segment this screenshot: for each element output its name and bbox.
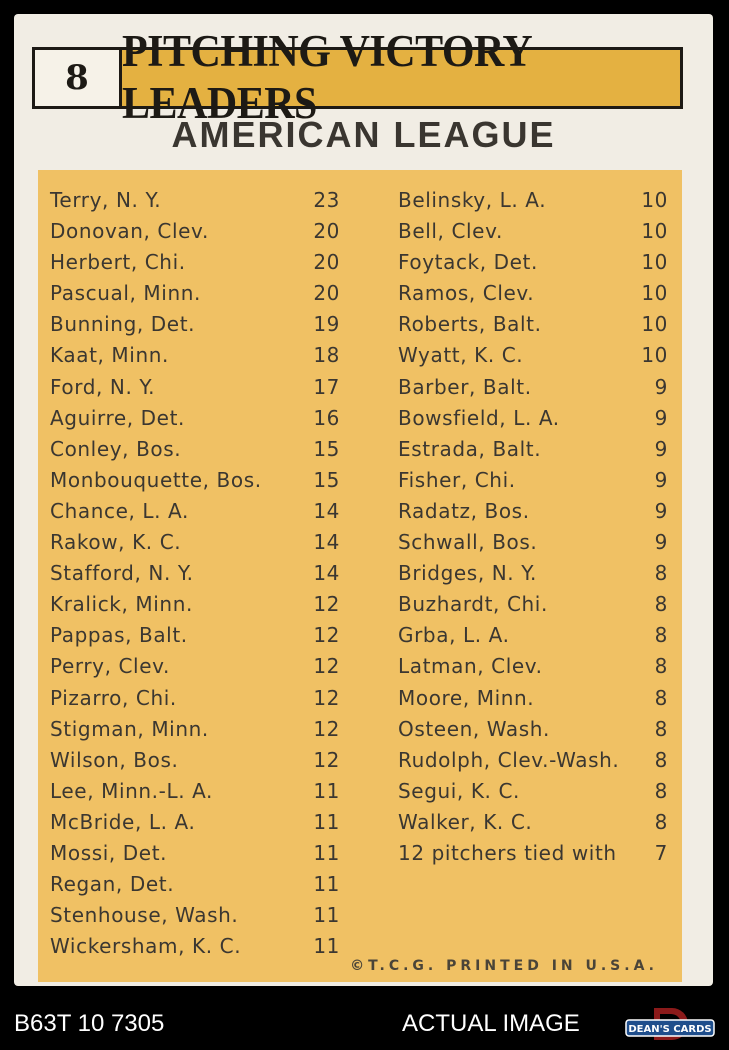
baseball-card-back: [14, 14, 713, 986]
pitcher-wins: 8: [654, 747, 668, 772]
pitcher-name: Perry, Clev.: [50, 654, 170, 679]
pitcher-wins: 15: [313, 467, 340, 492]
leaders-right-column: [398, 185, 668, 869]
leader-row: [398, 714, 668, 745]
pitcher-name: Stafford, N. Y.: [50, 561, 194, 586]
pitcher-name: Radatz, Bos.: [398, 498, 530, 523]
pitcher-wins: 20: [313, 219, 340, 244]
leader-row: [50, 340, 340, 371]
pitcher-wins: 11: [313, 840, 340, 865]
pitcher-name: Buzhardt, Chi.: [398, 592, 548, 617]
pitcher-wins: 8: [654, 716, 668, 741]
pitcher-name: Pappas, Balt.: [50, 623, 188, 648]
leader-row: [398, 683, 668, 714]
leader-row: [50, 714, 340, 745]
leader-row: [398, 527, 668, 558]
pitcher-wins: 10: [641, 343, 668, 368]
leader-row: [50, 807, 340, 838]
leader-row: [50, 869, 340, 900]
leader-row: [50, 216, 340, 247]
pitcher-wins: 14: [313, 530, 340, 555]
pitcher-wins: 14: [313, 561, 340, 586]
pitcher-wins: 19: [313, 312, 340, 337]
pitcher-name: Schwall, Bos.: [398, 530, 538, 555]
leader-row: [50, 651, 340, 682]
pitcher-name: Kralick, Minn.: [50, 592, 193, 617]
leader-row: [50, 434, 340, 465]
pitcher-wins: 17: [313, 374, 340, 399]
pitcher-wins: 20: [313, 281, 340, 306]
leader-row: [398, 372, 668, 403]
leader-row: [398, 309, 668, 340]
pitcher-name: Fisher, Chi.: [398, 467, 516, 492]
leader-row: [398, 403, 668, 434]
pitcher-wins: 15: [313, 436, 340, 461]
pitcher-name: Wyatt, K. C.: [398, 343, 524, 368]
pitcher-wins: 8: [654, 778, 668, 803]
image-type-caption: ACTUAL IMAGE: [402, 1010, 580, 1037]
pitcher-name: Wilson, Bos.: [50, 747, 179, 772]
pitcher-wins: 10: [641, 281, 668, 306]
pitcher-name: Rudolph, Clev.-Wash.: [398, 747, 620, 772]
pitcher-name: Monbouquette, Bos.: [50, 467, 262, 492]
leaders-left-column: [50, 185, 340, 962]
pitcher-name: Donovan, Clev.: [50, 219, 209, 244]
pitcher-wins: 10: [641, 188, 668, 212]
pitcher-wins: 23: [313, 188, 340, 212]
pitcher-wins: 16: [313, 405, 340, 430]
pitcher-wins: 8: [654, 592, 668, 617]
leader-row: [50, 683, 340, 714]
pitcher-wins: 9: [654, 498, 668, 523]
leader-row: [398, 838, 668, 869]
pitcher-wins: 8: [654, 561, 668, 586]
pitcher-name: Estrada, Balt.: [398, 436, 542, 461]
pitcher-wins: 12: [313, 654, 340, 679]
pitcher-wins: 10: [641, 250, 668, 275]
leader-row: [398, 185, 668, 216]
pitcher-wins: 12: [313, 716, 340, 741]
pitcher-wins: 11: [313, 809, 340, 834]
pitcher-wins: 8: [654, 809, 668, 834]
pitcher-wins: 8: [654, 685, 668, 710]
logo-text: DEAN'S CARDS: [628, 1024, 712, 1035]
pitcher-wins: 10: [641, 219, 668, 244]
leader-row: [50, 278, 340, 309]
copyright-line: ©T.C.G. PRINTED IN U.S.A.: [350, 958, 658, 974]
pitcher-name: Terry, N. Y.: [50, 188, 162, 212]
pitcher-name: Aguirre, Det.: [50, 405, 185, 430]
pitcher-name: Chance, L. A.: [50, 498, 189, 523]
leaders-panel: [38, 170, 682, 982]
pitcher-name: Lee, Minn.-L. A.: [50, 778, 213, 803]
pitcher-name: Barber, Balt.: [398, 374, 532, 399]
pitcher-name: Herbert, Chi.: [50, 250, 186, 275]
leader-row: [50, 372, 340, 403]
league-heading: AMERICAN LEAGUE: [171, 114, 556, 155]
leader-row: [398, 247, 668, 278]
pitcher-wins: 11: [313, 903, 340, 928]
leader-row: [50, 309, 340, 340]
card-id-caption: B63T 10 7305: [14, 1010, 165, 1037]
leader-row: [398, 558, 668, 589]
pitcher-name: Moore, Minn.: [398, 685, 535, 710]
leader-row: [50, 931, 340, 962]
leader-row: [50, 465, 340, 496]
pitcher-name: 12 pitchers tied with: [398, 840, 617, 865]
leader-row: [50, 776, 340, 807]
pitcher-name: Roberts, Balt.: [398, 312, 542, 337]
leader-row: [398, 216, 668, 247]
pitcher-name: Wickersham, K. C.: [50, 934, 242, 959]
leader-row: [398, 807, 668, 838]
pitcher-name: Stenhouse, Wash.: [50, 903, 239, 928]
leader-row: [50, 745, 340, 776]
pitcher-name: Belinsky, L. A.: [398, 188, 547, 212]
pitcher-wins: 7: [654, 840, 668, 865]
leader-row: [50, 527, 340, 558]
leader-row: [398, 745, 668, 776]
leader-row: [50, 900, 340, 931]
leader-row: [398, 651, 668, 682]
pitcher-wins: 14: [313, 498, 340, 523]
pitcher-wins: 8: [654, 654, 668, 679]
pitcher-wins: 20: [313, 250, 340, 275]
pitcher-name: Bell, Clev.: [398, 219, 503, 244]
leader-row: [50, 496, 340, 527]
pitcher-name: Ramos, Clev.: [398, 281, 535, 306]
pitcher-name: Osteen, Wash.: [398, 716, 551, 741]
pitcher-name: Bridges, N. Y.: [398, 561, 537, 586]
leader-row: [50, 185, 340, 216]
pitcher-name: Pascual, Minn.: [50, 281, 201, 306]
leader-row: [398, 496, 668, 527]
pitcher-wins: 12: [313, 747, 340, 772]
pitcher-wins: 9: [654, 405, 668, 430]
pitcher-name: Bowsfield, L. A.: [398, 405, 560, 430]
pitcher-wins: 12: [313, 685, 340, 710]
pitcher-wins: 9: [654, 530, 668, 555]
pitcher-name: McBride, L. A.: [50, 809, 196, 834]
card-header: [32, 27, 683, 129]
pitcher-wins: 11: [313, 872, 340, 897]
leader-row: [398, 620, 668, 651]
pitcher-name: Foytack, Det.: [398, 250, 538, 275]
pitcher-name: Mossi, Det.: [50, 840, 168, 865]
pitcher-wins: 11: [313, 934, 340, 959]
pitcher-wins: 12: [313, 623, 340, 648]
pitcher-wins: 12: [313, 592, 340, 617]
pitcher-wins: 10: [641, 312, 668, 337]
pitcher-name: Latman, Clev.: [398, 654, 543, 679]
pitcher-wins: 11: [313, 778, 340, 803]
deans-cards-logo: [624, 1006, 716, 1046]
pitcher-wins: 18: [313, 343, 340, 368]
pitcher-name: Kaat, Minn.: [50, 343, 169, 368]
pitcher-name: Conley, Bos.: [50, 436, 182, 461]
pitcher-name: Pizarro, Chi.: [50, 685, 177, 710]
card-number: 8: [35, 50, 122, 106]
pitcher-name: Stigman, Minn.: [50, 716, 209, 741]
leader-row: [398, 434, 668, 465]
pitcher-wins: 8: [654, 623, 668, 648]
leader-row: [398, 340, 668, 371]
leader-row: [50, 838, 340, 869]
leader-row: [50, 247, 340, 278]
pitcher-wins: 9: [654, 374, 668, 399]
pitcher-name: Ford, N. Y.: [50, 374, 156, 399]
leader-row: [50, 620, 340, 651]
pitcher-wins: 9: [654, 467, 668, 492]
pitcher-name: Segui, K. C.: [398, 778, 520, 803]
pitcher-name: Regan, Det.: [50, 872, 175, 897]
pitcher-name: Rakow, K. C.: [50, 530, 182, 555]
pitcher-name: Bunning, Det.: [50, 312, 196, 337]
leader-row: [398, 776, 668, 807]
leader-row: [398, 278, 668, 309]
pitcher-name: Grba, L. A.: [398, 623, 510, 648]
leader-row: [398, 465, 668, 496]
leader-row: [50, 403, 340, 434]
pitcher-name: Walker, K. C.: [398, 809, 533, 834]
card-title: PITCHING VICTORY LEADERS: [122, 27, 531, 129]
pitcher-wins: 9: [654, 436, 668, 461]
leader-row: [50, 589, 340, 620]
leader-row: [398, 589, 668, 620]
leader-row: [50, 558, 340, 589]
